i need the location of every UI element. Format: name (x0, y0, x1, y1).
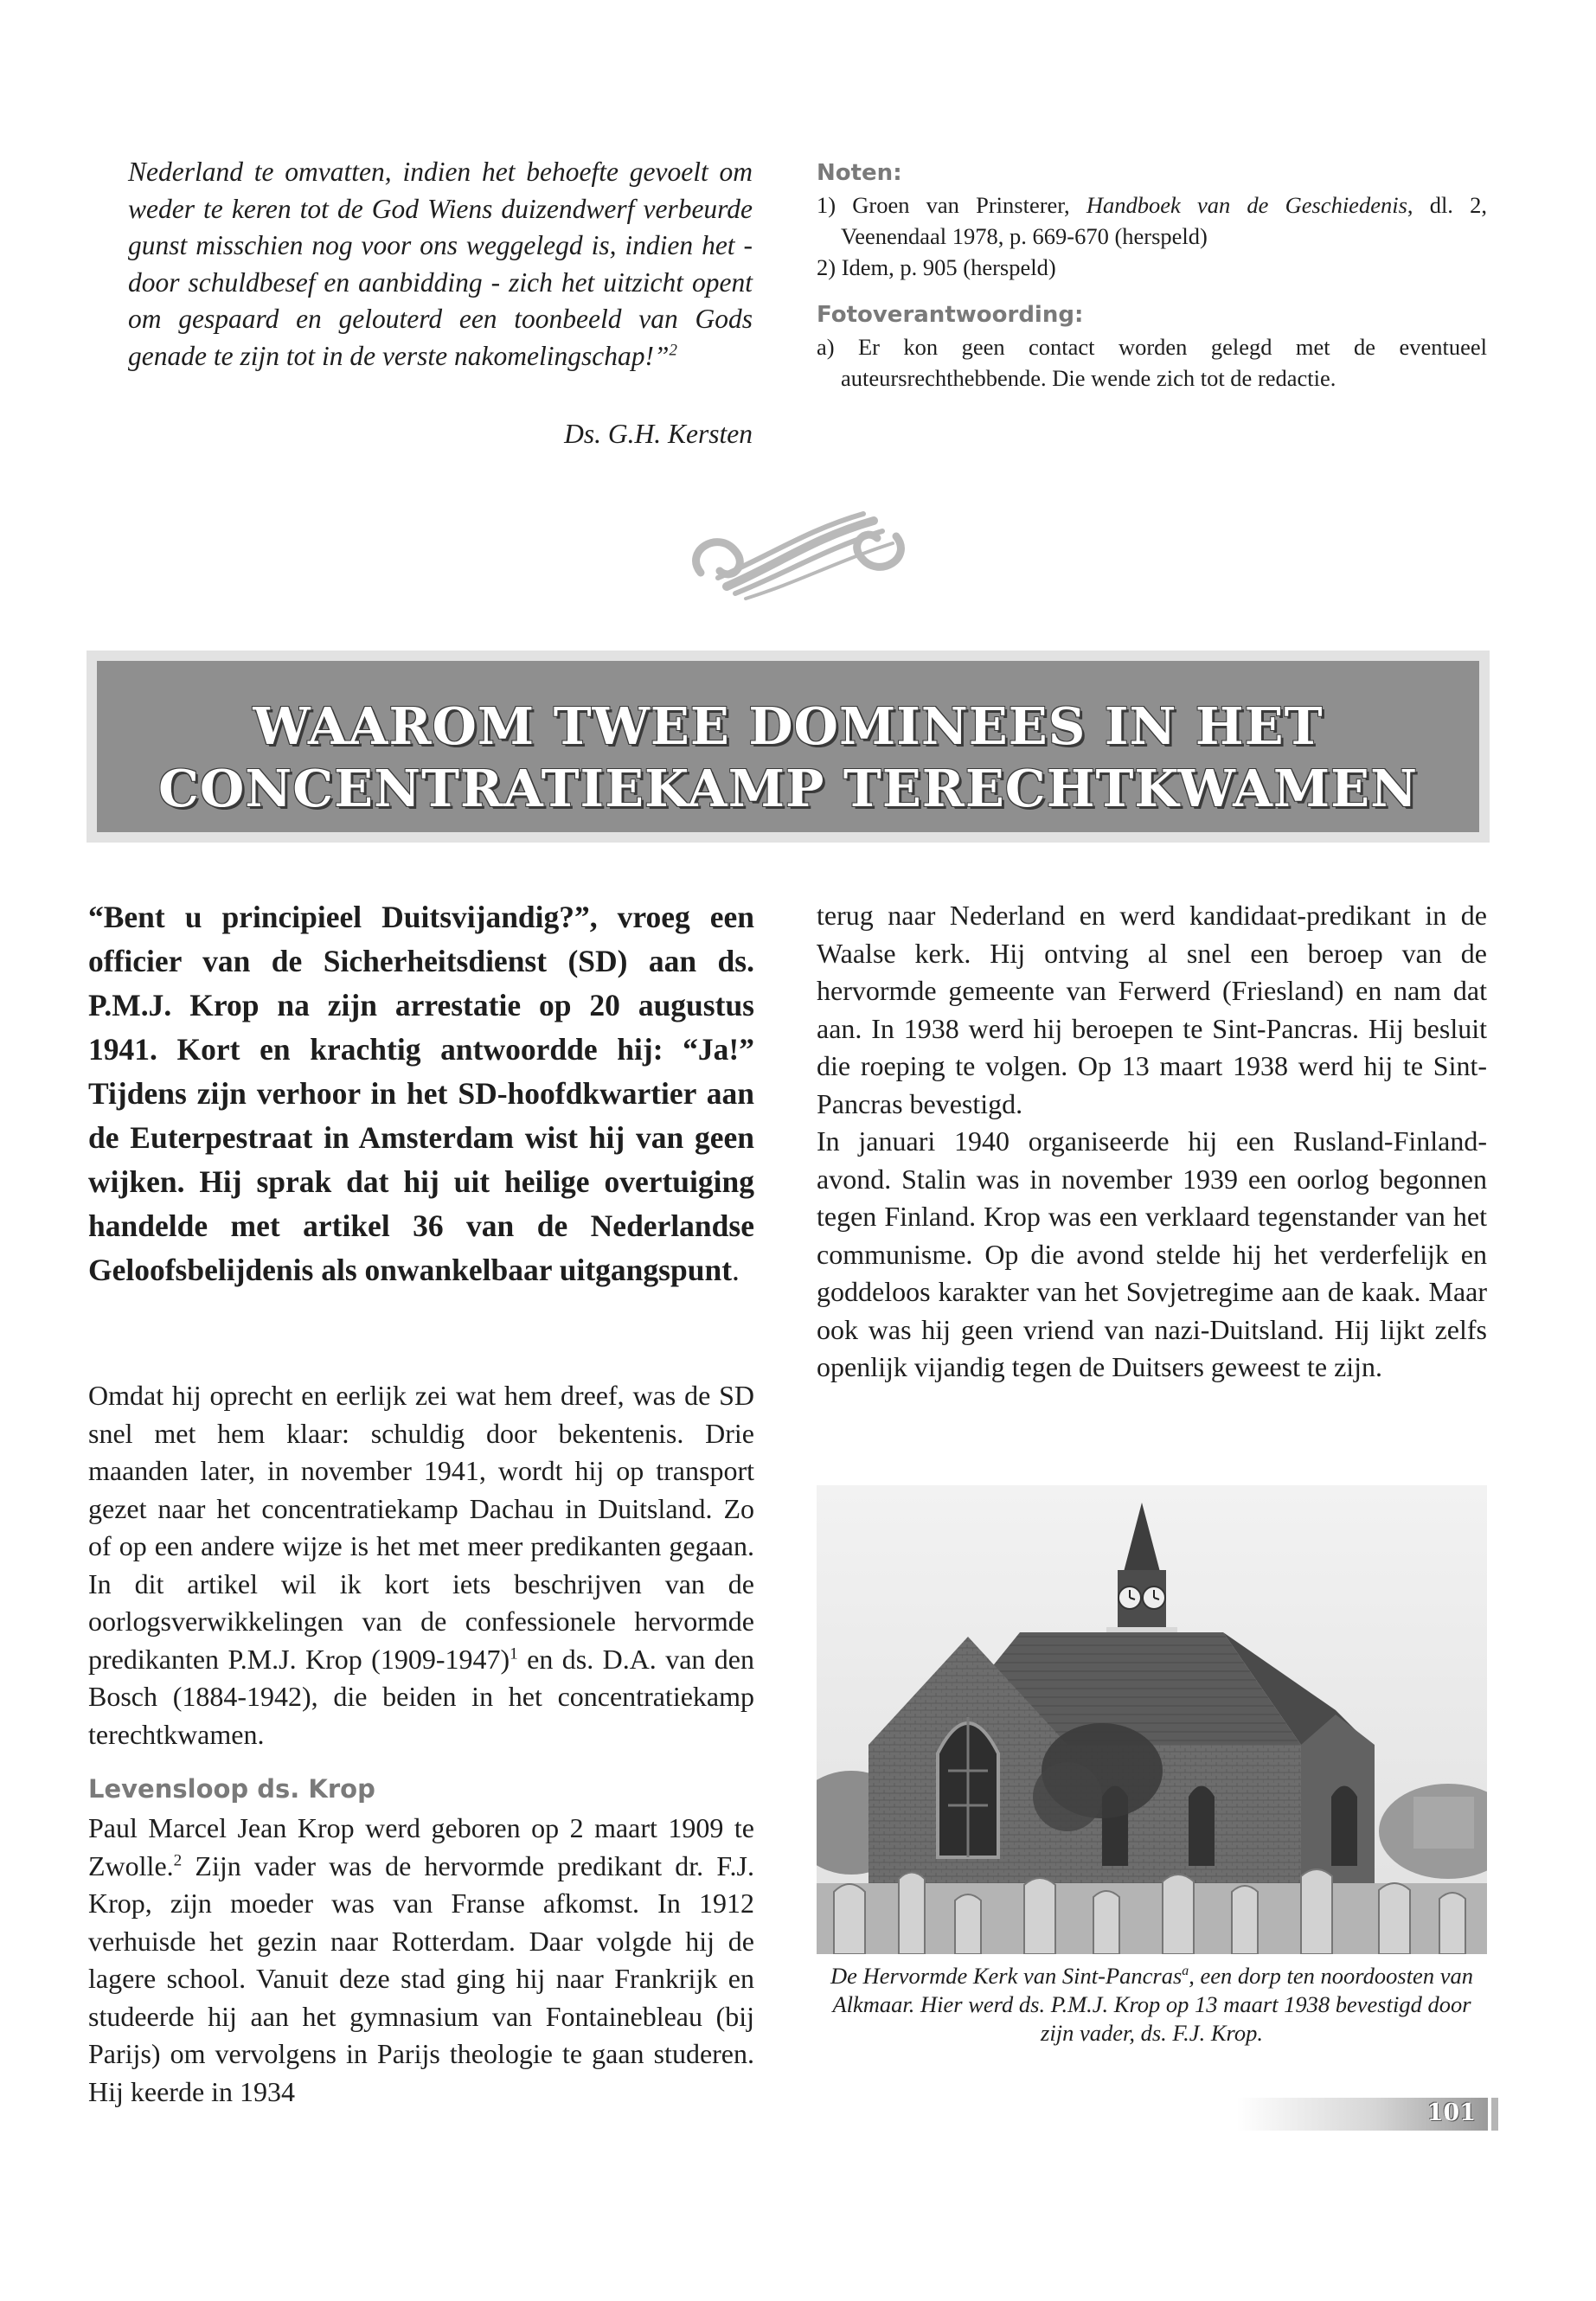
body-paragraph: In januari 1940 organiseerde hij een Rusland-Finland-avond. Stalin was in november 1939 een oorlog begonnen tegen Finland. Krop was een verklaard tegenstander van het communisme. Op die avond stelde hij het verderfelijk en goddeloos karakter van het Sovjetregime aan de kaak. Maar ook was hij geen vriend van nazi-Duitsland. Hij lijkt zelfs openlijk vijandig tegen de Duitsers geweest te zijn. (817, 1125, 1487, 1382)
page-number-edge (1491, 2098, 1498, 2131)
church-photo (817, 1485, 1487, 1954)
page-number: 101 (1426, 2099, 1476, 2126)
notes-heading: Noten: (817, 160, 902, 186)
section-heading: Levensloop ds. Krop (88, 1774, 375, 1804)
ornament-flourish (666, 503, 931, 606)
note-item: 1) Groen van Prinsterer, Handboek van de Geschiedenis, dl. 2, Veenendaal 1978, p. 669-670 (herspeld) (817, 192, 1487, 249)
title-panel (97, 661, 1479, 832)
quote-signature: Ds. G.H. Kersten (564, 419, 753, 449)
page-number-bar (1237, 2098, 1488, 2131)
footnote-ref: 1 (510, 1644, 518, 1663)
quote-footnote-ref: 2 (669, 341, 677, 359)
body-paragraph: Omdat hij oprecht en eerlijk zei wat hem dreef, was de SD snel met hem klaar: schuldig door bekentenis. Drie maanden later, in november 1941, wordt hij op transport gezet naar het concentratiekamp Dachau in Duitsland. Zo of op een andere wijze is het met meer predikanten gegaan. In dit artikel wil ik kort iets beschrijven van de oorlogsverwikkelingen van de confessionele hervormde predikanten P.M.J. Krop (1909-1947)$^1$ en ds. D.A. van den Bosch (1884-1942), die beiden in het concentratiekamp terechtkwamen. (88, 1380, 755, 1750)
title-line-2: CONCENTRATIEKAMP TERECHTKWAMEN (157, 759, 1419, 818)
note-item: 2) Idem, p. 905 (herspeld) (817, 254, 1056, 280)
footnote-ref: 2 (173, 1850, 183, 1869)
body-paragraph: terug naar Nederland en werd kandidaat-predikant in de Waalse kerk. Hij ontving al snel een beroep van de hervormde gemeente van Ferwerd (Friesland) en nam dat aan. In 1938 werd hij beroepen te Sint-Pancras. Hij besluit die roeping te volgen. Op 13 maart 1938 werd hij te Sint-Pancras bevestigd. (817, 900, 1487, 1119)
right-column-text (817, 897, 1487, 1387)
closing-quote (128, 154, 753, 375)
photo-credits-text: a) Er kon geen contact worden gelegd met de eventueel auteursrechthebbende. Die wende zich tot de redactie. (817, 334, 1487, 391)
notes-block (817, 160, 1487, 394)
article-title-banner (87, 651, 1490, 843)
photo-credits-heading: Fotoverantwoording: (817, 302, 1084, 328)
photo-credit-ref: a (1182, 1964, 1189, 1979)
article-title (97, 695, 1479, 820)
title-line-1: WAAROM TWEE DOMINEES IN HET (253, 696, 1324, 756)
lead-paragraph: “Bent u principieel Duitsvijandig?”, vroeg een officier van de Sicherheitsdienst (SD) aan ds. P.M.J. Krop na zijn arrestatie op 20 augustus 1941. Kort en krachtig antwoordde hij: “Ja!” Tijdens zijn verhoor in het SD-hoofdkwartier aan de Euterpestraat in Amsterdam wist hij van geen wijken. Hij sprak dat hij uit heilige overtuiging handelde met artikel 36 van de Nederlandse Geloofsbelijdenis als onwankelbaar uitgangspunt. (88, 900, 754, 1287)
quote-text: Nederland te omvatten, indien het behoefte gevoelt om weder te keren tot de God Wiens duizendwerf verbeurde gunst misschien nog voor ons weggelegd is, indien het - door schuldbesef en aanbidding - zich het uitzicht opent om gespaard en gelouterd een toonbeeld van Gods genade te zijn tot in de verste nakomelingschap!” (128, 157, 753, 371)
photo-caption: De Hervormde Kerk van Sint-Pancras$^a$, een dorp ten noordoosten van Alkmaar. Hier werd ds. P.M.J. Krop op 13 maart 1938 bevestigd door zijn vader, ds. F.J. Krop. (830, 1963, 1473, 2046)
body-paragraph: Paul Marcel Jean Krop werd geboren op 2 maart 1909 te Zwolle.$^2$ Zijn vader was de hervormde predikant dr. F.J. Krop, zijn moeder was van Franse afkomst. In 1912 verhuisde het gezin naar Rotterdam. Daar volgde hij de lagere school. Vanuit deze stad ging hij naar Frankrijk en studeerde hij aan het gymnasium van Fontainebleau (bij Parijs) om vervolgens in Parijs theologie te gaan studeren. Hij keerde in 1934 (88, 1812, 754, 2107)
